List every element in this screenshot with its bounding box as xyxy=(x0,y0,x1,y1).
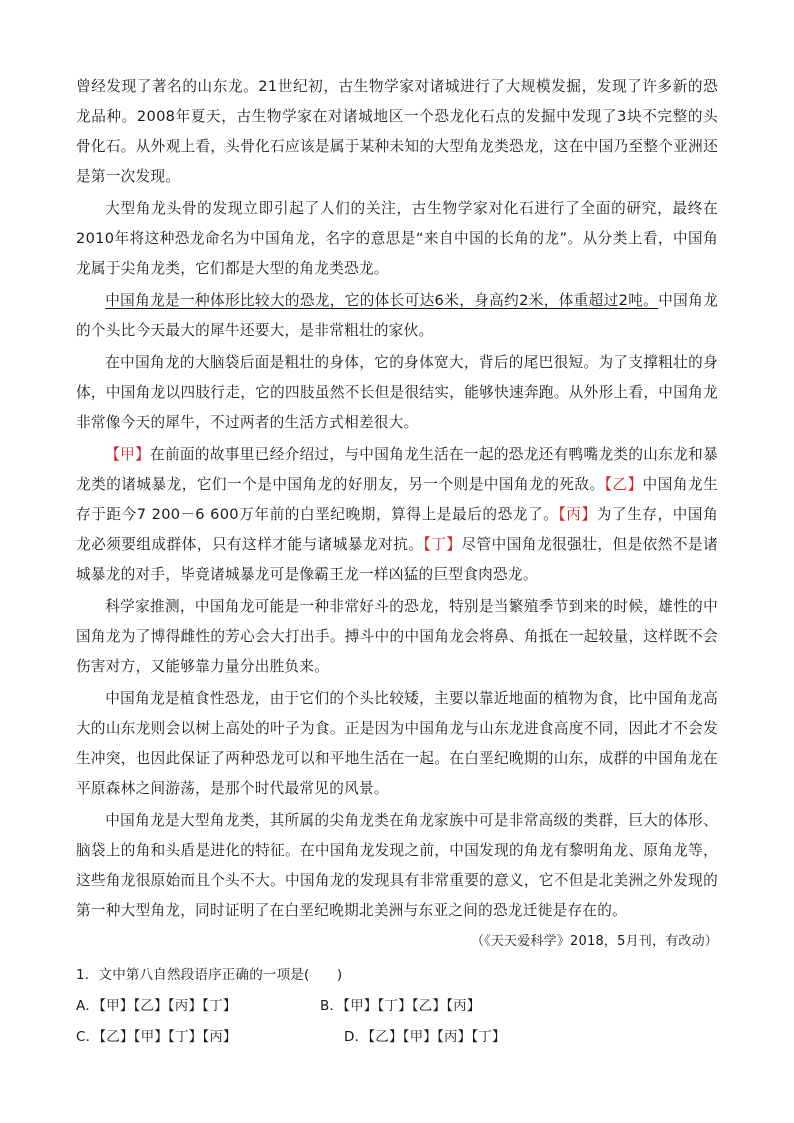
paragraph-5 xyxy=(76,440,718,590)
marker-yi: 【乙】 xyxy=(604,476,643,493)
option-c[interactable]: C．【乙】【甲】【丁】【丙】 xyxy=(76,1029,237,1045)
option-b[interactable]: B．【甲】【丁】【乙】【丙】 xyxy=(320,998,481,1014)
paragraph-4: 在中国角龙的大脑袋后面是粗壮的身体，它的身体宽大，背后的尾巴很短。为了支撑粗壮的身体，中国角龙以四肢行走，它的四肢虽然不长但是很结实，能够快速奔跑。从外形上看，中国角龙非常像今天的犀牛，不过两者的生活方式相差很大。 xyxy=(76,354,718,431)
paragraph-6: 科学家推测，中国角龙可能是一种非常好斗的恐龙，特别是当繁殖季节到来的时候，雄性的中国角龙为了博得雌性的芳心会大打出手。搏斗中的中国角龙会将鼻、角抵在一起较量，这样既不会伤害对方，又能够靠力量分出胜负来。 xyxy=(76,598,718,675)
marker-bing: 【丙】 xyxy=(558,506,597,523)
options-row-1 xyxy=(76,991,718,1021)
underlined-sentence: 中国角龙是一种体形比较大的恐龙，它的体长可达6米，身高约2米，体重超过2吨。 xyxy=(105,292,659,309)
options-row-2 xyxy=(76,1022,718,1052)
marker-ding: 【丁】 xyxy=(423,536,462,553)
option-a[interactable]: A．【甲】【乙】【丙】【丁】 xyxy=(76,998,237,1014)
sentence-jia: 在前面的故事里已经介绍过，与中国角龙生活在一起的恐龙还有鸭嘴龙类的山东龙和暴龙类的诸城暴龙，它们一个是中国角龙的好朋友，另一个则是中国角龙的死敌。 xyxy=(76,446,718,493)
paragraph-8: 中国角龙是大型角龙类，其所属的尖角龙类在角龙家族中可是非常高级的类群，巨大的体形、脑袋上的角和头盾是进化的特征。在中国角龙发现之前，中国发现的角龙有黎明角龙、原角龙等，这些角龙很原始而且个头不大。中国角龙的发现具有非常重要的意义，它不但是北美洲之外发现的第一种大型角龙，同时证明了在白垩纪晚期北美洲与东亚之间的恐龙迁徙是存在的。 xyxy=(76,812,718,919)
paragraph-1: 曾经发现了著名的山东龙。21世纪初，古生物学家对诸城进行了大规模发掘，发现了许多新的恐龙品种。2008年夏天，古生物学家在对诸城地区一个恐龙化石点的发掘中发现了3块不完整的头骨化石。从外观上看，头骨化石应该是属于某种未知的大型角龙类恐龙，这在中国乃至整个亚洲还是第一次发现。 xyxy=(76,78,718,185)
marker-jia: 【甲】 xyxy=(105,446,151,463)
sentence-yi: 中国角龙生存于距今7 200－6 600万年前的白垩纪晚期，算得上是最后的恐龙了。 xyxy=(76,476,718,523)
article-source: （《天天爱科学》2018，5月刊，有改动） xyxy=(470,934,718,949)
option-d[interactable]: D．【乙】【甲】【丙】【丁】 xyxy=(344,1029,506,1045)
answer-options xyxy=(76,991,718,1052)
paragraph-2: 大型角龙头骨的发现立即引起了人们的关注，古生物学家对化石进行了全面的研究，最终在2010年将这种恐龙命名为中国角龙，名字的意思是“来自中国的长角的龙”。从分类上看，中国角龙属于尖角龙类，它们都是大型的角龙类恐龙。 xyxy=(76,200,718,277)
sentence-ding: 尽管中国角龙很强壮，但是依然不是诸城暴龙的对手，毕竟诸城暴龙可是像霸王龙一样凶猛的巨型食肉恐龙。 xyxy=(76,536,718,583)
paragraph-7: 中国角龙是植食性恐龙，由于它们的个头比较矮，主要以靠近地面的植物为食，比中国角龙高大的山东龙则会以树上高处的叶子为食。正是因为中国角龙与山东龙进食高度不同，因此才不会发生冲突，也因此保证了两种恐龙可以和平地生活在一起。在白垩纪晚期的山东，成群的中国角龙在平原森林之间游荡，是那个时代最常见的风景。 xyxy=(76,690,718,797)
paragraph-3-rest: 中国角龙的个头比今天最大的犀牛还要大，是非常粗壮的家伙。 xyxy=(76,292,718,339)
sentence-bing: 为了生存，中国角龙必须要组成群体，只有这样才能与诸城暴龙对抗。 xyxy=(76,506,718,553)
paragraph-3 xyxy=(76,286,718,346)
question-stem: 1．文中第八自然段语序正确的一项是( ) xyxy=(76,967,343,983)
